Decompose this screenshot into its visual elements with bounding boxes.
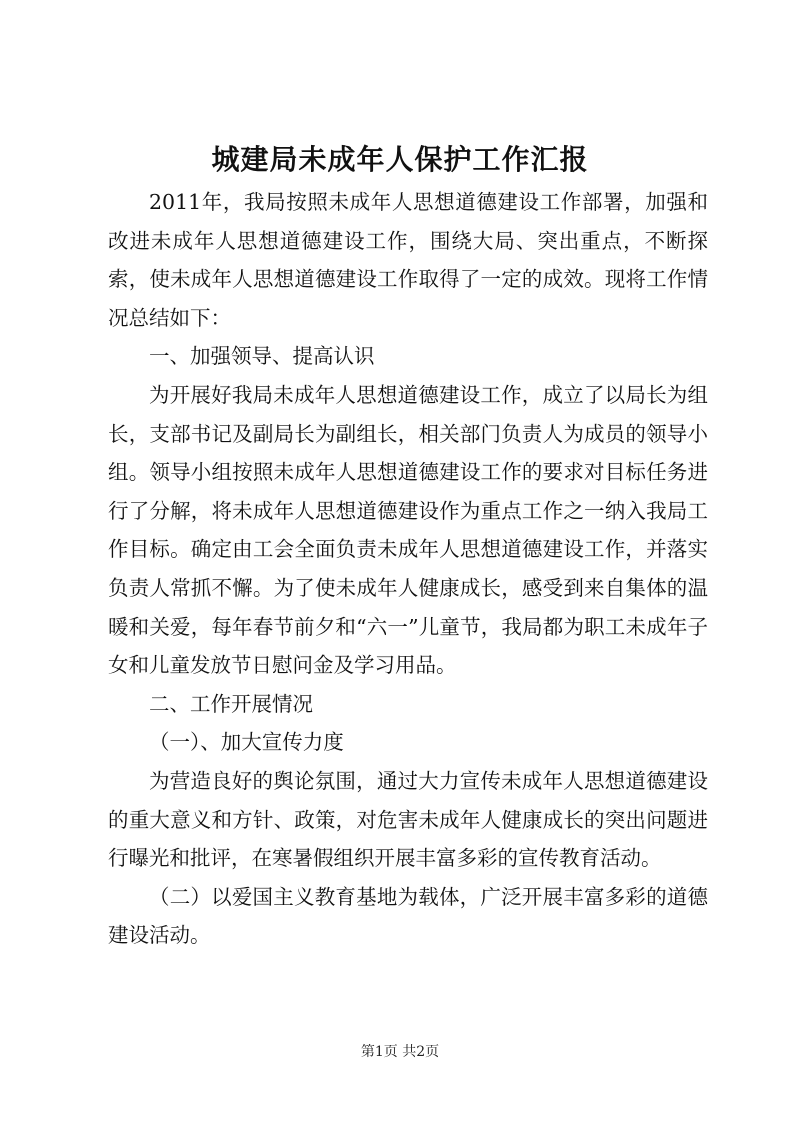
- section-heading-1: 一、加强领导、提高认识: [149, 344, 375, 369]
- paragraph-intro: 2011年，我局按照未成年人思想道德建设工作部署，加强和改进未成年人思想道德建设工作，围绕大局、突出重点，不断探索，使未成年人思想道德建设工作取得了一定的成效。现将工作情况总结如下：: [108, 190, 708, 330]
- paragraph-leadership: 为开展好我局未成年人思想道德建设工作，成立了以局长为组长，支部书记及副局长为副组长，相关部门负责人为成员的领导小组。领导小组按照未成年人思想道德建设工作的要求对目标任务进行了分解，将未成年人思想道德建设作为重点工作之一纳入我局工作目标。确定由工会全面负责未成年人思想道德建设工作，并落实负责人常抓不懈。为了使未成年人健康成长，感受到来自集体的温暖和关爱，每年春节前夕和“六一”儿童节，我局都为职工未成年子女和儿童发放节日慰问金及学习用品。: [108, 382, 708, 678]
- paragraph-publicity: 为营造良好的舆论氛围，通过大力宣传未成年人思想道德建设的重大意义和方针、政策，对危害未成年人健康成长的突出问题进行曝光和批评，在寒暑假组织开展丰富多彩的宣传教育活动。: [108, 768, 708, 871]
- subsection-heading-2: （二）以爱国主义教育基地为载体，广泛开展丰富多彩的道德建设活动。: [108, 884, 708, 948]
- subsection-heading-1: （一）、加大宣传力度: [149, 730, 344, 755]
- document-body: [108, 183, 708, 955]
- section-heading-2: 二、工作开展情况: [149, 691, 313, 716]
- document-title: 城建局未成年人保护工作汇报: [211, 143, 589, 176]
- page-number-footer: 第1页 共2页: [360, 1044, 440, 1060]
